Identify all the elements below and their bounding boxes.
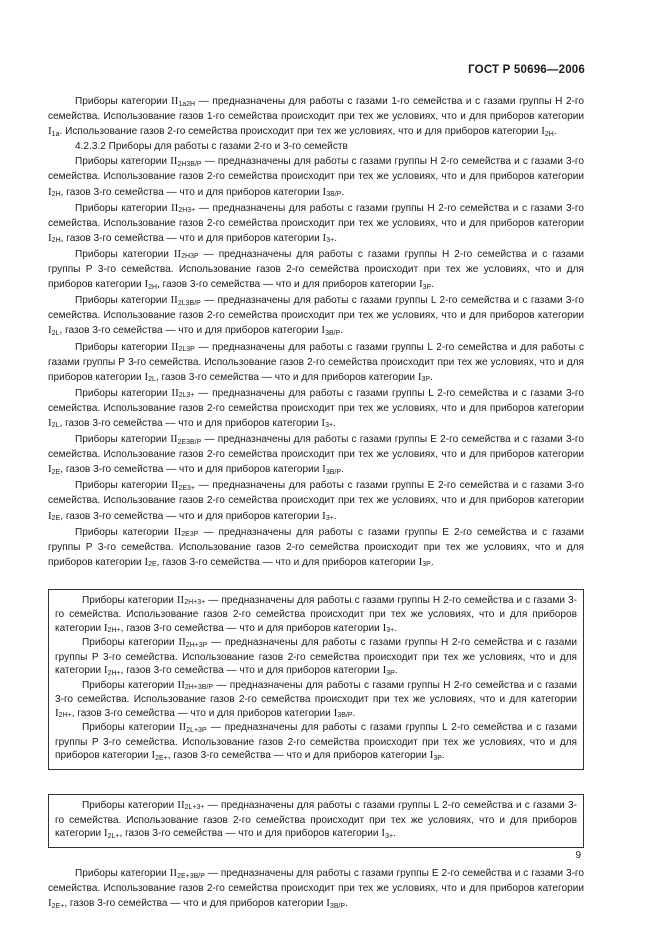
category-paragraph [48, 432, 584, 478]
category-symbol: II [171, 479, 179, 492]
category-subscript: 2H [148, 283, 158, 291]
category-subscript: 2L3P [178, 346, 195, 353]
category-symbol: I [48, 509, 52, 522]
category-symbol: II [178, 636, 186, 649]
section-heading: 4.2.3.2 Приборы для работы с газами 2-го и 3-го семейств [75, 141, 348, 153]
category-subscript: 2H+ [107, 627, 121, 635]
text-part: , газов 3-го семейства — что и для приборов категории [120, 622, 383, 634]
text-part: , газов 3-го семейства — что и для приборов категории [59, 417, 322, 429]
category-symbol: II [178, 721, 187, 734]
category-symbol: II [171, 201, 179, 214]
text-part: Приборы категории [75, 387, 172, 399]
text-part: . [394, 622, 398, 634]
category-symbol: I [48, 897, 52, 910]
category-paragraph [55, 594, 577, 637]
category-subscript: 3+ [385, 832, 394, 840]
text-part: — предназначены для работы с газами группы Н 2-го семейства и с газами 3-го семейства. Использование газов 2-го семейства происходит при тех же условиях, что и для категории [55, 679, 578, 706]
category-paragraph [48, 340, 584, 386]
text-part: . [340, 325, 344, 337]
text-part: , газов 3-го семейства — что и для приборов категории [60, 510, 323, 522]
category-subscript: 2H+ [58, 712, 72, 720]
text-part: , газов 3-го семейства — что и для приборов категории [155, 371, 418, 383]
text-part: — предназначены для работы с газами группы Е 2-го семейства и с газами 3-го семейства. Использование газов 2-го семейства происходит при тех же условиях, что и для приборов категории [48, 434, 584, 461]
category-subscript: 2H+3P [185, 641, 208, 649]
category-subscript: 2L3+ [178, 392, 195, 400]
category-symbol: I [322, 463, 326, 476]
category-symbol: I [322, 185, 327, 198]
category-paragraph [48, 247, 584, 293]
text-part: — предназначены для работы с газами группы L 2-го семейства и с газами 3-го семейства. Использование газов 2-го семейства происходит при тех же условиях, что и для приборов категории [48, 387, 584, 414]
category-symbol: I [322, 231, 327, 244]
category-subscript: 2H [544, 130, 554, 138]
text-part: , газов 3-го семейства — что и для приборов категории [119, 828, 382, 840]
category-symbol: I [103, 827, 108, 840]
category-subscript: 2H [51, 237, 61, 245]
category-symbol: I [382, 664, 387, 677]
category-subscript: 2E3P [181, 531, 199, 539]
text-part: — предназначены для работы с газами группы Н 2-го семейства и с газами 3-го семейства. Использование газов 2-го семейства происходит при тех же условиях, что и для приборов категории [55, 594, 577, 634]
text-part: Приборы категории [75, 526, 174, 538]
category-paragraph [48, 866, 584, 912]
text-part: . [333, 417, 336, 429]
text-part: Приборы категории [75, 341, 172, 353]
text-part: . Использование газов 2-го семейства происходит при тех же условиях, что и для приборов категории [59, 126, 542, 138]
category-subscript: 3+ [386, 627, 395, 635]
category-symbol: I [48, 324, 52, 337]
boxed-amendment-2 [48, 794, 584, 848]
category-subscript: 3B/P [337, 712, 353, 720]
text-part: Приборы категории [82, 722, 179, 734]
category-symbol: I [48, 125, 52, 138]
text-part: Приборы категории [75, 248, 174, 260]
text-part: Приборы категории [82, 637, 179, 649]
category-paragraph [48, 94, 584, 140]
category-subscript: 2H+3+ [184, 599, 206, 607]
text-part: Приборы категории [75, 295, 171, 307]
text-part: , газов 3-го семейства — что и для приборов категории [71, 707, 334, 719]
category-symbol: II [170, 294, 178, 307]
category-symbol: I [144, 278, 149, 291]
category-subscript: 3B/P [325, 329, 341, 337]
category-symbol: II [169, 867, 178, 880]
category-symbol: I [321, 416, 326, 429]
category-paragraph [48, 201, 584, 247]
category-subscript: 2L+3P [186, 726, 207, 734]
category-paragraph [55, 799, 577, 842]
main-paragraphs [48, 94, 584, 571]
category-subscript: 2L [51, 422, 60, 430]
category-paragraph [48, 525, 584, 571]
category-subscript: 2E3B/P [177, 438, 202, 446]
category-symbol: I [321, 324, 326, 337]
category-subscript: 2H+ [107, 669, 121, 677]
category-symbol: II [170, 155, 178, 168]
text-part: Приборы категории [75, 480, 172, 492]
text-part: , газов 3-го семейства — что и для приборов категории [167, 750, 430, 762]
category-symbol: I [541, 125, 545, 138]
category-subscript: 2E+ [155, 754, 168, 762]
text-part: — предназначены для работы с газами группы Н 2-го семейства и с газами группы Р 3-го семейства. Использование газов 2-го семейства происходит при тех же условиях, что и для приборов категории [48, 248, 585, 291]
category-subscript: 2E+3B/P [177, 872, 205, 880]
text-part: Приборы категории [75, 434, 171, 446]
category-subscript: 1a2H [178, 100, 196, 108]
page-content [48, 94, 584, 912]
text-part: . [345, 898, 348, 910]
document-code: ГОСТ Р 50696—2006 [468, 64, 585, 76]
category-symbol: II [171, 95, 179, 107]
category-symbol: I [381, 827, 386, 840]
text-part: Приборы категории [82, 679, 178, 691]
category-subscript: 3P [422, 561, 431, 569]
category-symbol: I [382, 621, 387, 634]
category-subscript: 2L+ [107, 832, 120, 840]
category-subscript: 2E3+ [178, 484, 196, 492]
category-symbol: II [171, 340, 179, 353]
text-part: — предназначены для работы с газами группы Н 2-го семейства и с газами группы Р 3-го семейства. Использование газов 2-го семейства происходит при тех же условиях, что и для категории [55, 637, 577, 677]
text-part: . [430, 556, 434, 568]
text-part: , газов 3-го семейства — что и для приборов категории [60, 186, 323, 198]
category-symbol: I [418, 278, 423, 291]
text-part: — предназначены для работы с газами группы Н 2-го семейства и с газами 3-го семейства. Использование газов 2-го семейства происходит при тех же условиях, что и для приборов категории [48, 156, 584, 183]
text-part: Приборы категории [75, 868, 170, 880]
category-symbol: I [322, 509, 326, 522]
category-subscript: 2H [51, 191, 61, 199]
text-part: — предназначены для работы с газами группы L 2-го семейства и для работы с газами группы Р 3-го семейства. Использование газов 2-го семейства происходит при тех же условиях, что и для приборов категории [48, 341, 585, 383]
category-symbol: II [170, 433, 178, 446]
text-part: — предназначены для работы с газами группы L 2-го семейства и с газами 3-го семейства. Использование газов 2-го семейства происходит при тех же условиях, что и для приборов категории [48, 295, 584, 322]
category-subscript: 3P [433, 754, 442, 762]
category-symbol: I [48, 185, 52, 198]
text-part: — предназначены для работы с газами группы Е 2-го семейства и с газами 3-го семейства. Использование газов 2-го семейства происходит при тех же условиях, что и для приборов категории [48, 868, 585, 895]
text-part: Приборы категории [75, 156, 171, 168]
category-subscript: 2E+ [51, 902, 65, 910]
category-subscript: 1a [51, 130, 60, 138]
text-part: , газов 3-го семейства — что и для приборов категории [156, 556, 419, 568]
category-subscript: 2L [148, 376, 156, 384]
text-part: , газов 3-го семейства — что и для приборов категории [60, 464, 323, 476]
category-paragraph [55, 636, 577, 679]
text-part: . [333, 510, 337, 522]
text-part: , газов 3-го семейства — что и для приборов категории [157, 279, 419, 291]
category-symbol: I [103, 664, 108, 677]
text-part: . [334, 232, 338, 244]
category-symbol: I [417, 370, 422, 383]
text-part: . [393, 828, 396, 840]
category-symbol: II [177, 678, 185, 691]
page-number: 9 [575, 850, 581, 861]
boxed-amendment-1 [48, 589, 584, 770]
category-subscript: 3B/P [329, 902, 346, 910]
text-part: — предназначены для работы с газами группы L 2-го семейства и с газами 3-го семейства. Использование газов 2-го семейства происходит при тех же условиях, что и для приборов категории [55, 799, 577, 840]
category-subscript: 3B/P [326, 191, 342, 199]
category-subscript: 2H3+ [178, 207, 196, 215]
category-symbol: I [103, 621, 108, 634]
text-part: , газов 3-го семейства — что и для приборов категории [64, 898, 327, 910]
category-symbol: I [144, 555, 149, 568]
text-part: . [431, 279, 435, 291]
text-part: , газов 3-го семейства — что и для приборов категории [59, 325, 322, 337]
category-subscript: 3+ [326, 237, 335, 245]
text-part: Приборы категории [82, 594, 177, 606]
category-paragraph [48, 478, 584, 524]
text-part: . [553, 126, 557, 138]
category-symbol: I [48, 231, 52, 244]
category-symbol: II [173, 525, 182, 538]
text-part: . [341, 464, 344, 476]
category-symbol: I [326, 897, 330, 910]
text-part: , газов 3-го семейства — что и для приборов категории [60, 232, 323, 244]
category-subscript: 2E [51, 468, 61, 476]
category-subscript: 2L+3+ [184, 804, 205, 812]
text-part: — предназначены для работы с газами группы Н 2-го семейства и с газами 3-го семейства. Использование газов 2-го семейства происходит при тех же условиях, что и для приборов категории [48, 202, 584, 229]
category-symbol: II [177, 798, 185, 811]
category-subscript: 3B/P [325, 468, 342, 476]
text-part: . [341, 186, 345, 198]
text-part: , газов 3-го семейства — что и для приборов категории [120, 665, 383, 677]
text-part: . [441, 750, 445, 762]
category-symbol: II [173, 247, 182, 260]
category-symbol: I [429, 749, 434, 762]
category-subscript: 2H3B/P [177, 160, 202, 168]
category-subscript: 2E [148, 561, 157, 569]
category-symbol: II [176, 593, 185, 606]
category-symbol: II [171, 386, 179, 399]
text-part: Приборы категории [75, 96, 172, 107]
category-paragraph [48, 293, 584, 339]
category-symbol: I [55, 706, 59, 719]
category-subscript: 3+ [325, 422, 334, 430]
category-subscript: 3P [422, 283, 432, 291]
category-paragraph [55, 679, 577, 722]
final-paragraphs [48, 866, 584, 912]
category-subscript: 2H+3B/P [184, 684, 214, 692]
text-part: Приборы категории [75, 202, 172, 214]
text-part: . [394, 665, 398, 677]
text-part: — предназначены для работы с газами группы L 2-го семейства и с газами группы Р 3-го семейства. Использование газов 2-го семейства происходит при тех же условиях, что и для приборов категории [55, 722, 577, 762]
text-part: — предназначены для работы с газами 1-го семейства и с газами группы Н 2-го семейства. Использование газов 1-го семейства происходит при тех же условиях, что и для приборов категории [48, 96, 584, 123]
text-part: — предназначены для работы с газами группы Е 2-го семейства и с газами группы Р 3-го семейства. Использование газов 2-го семейства происходит при тех же условиях, что и для приборов категории [48, 526, 584, 568]
category-paragraph [48, 154, 584, 200]
category-symbol: I [48, 416, 52, 429]
text-part: Приборы категории [82, 799, 178, 811]
category-symbol: I [48, 463, 52, 476]
category-symbol: I [144, 370, 149, 383]
text-part: — предназначены для работы с газами группы Е 2-го семейства и с газами 3-го семейства. Использование газов 2-го семейства происходит при тех же условиях, что и для приборов категории [48, 480, 585, 507]
category-symbol: I [418, 555, 423, 568]
text-part: . [352, 707, 356, 719]
category-subscript: 2E [51, 515, 61, 523]
text-part: . [430, 371, 433, 383]
category-subscript: 3+ [325, 515, 334, 523]
category-symbol: I [333, 706, 338, 719]
category-paragraph [55, 721, 577, 764]
category-subscript: 2L [51, 329, 60, 337]
category-symbol: I [151, 749, 156, 762]
category-subscript: 2L3B/P [177, 299, 201, 307]
category-subscript: 3P [386, 669, 395, 677]
category-paragraph [48, 386, 584, 432]
category-subscript: 2H3P [181, 253, 199, 261]
category-subscript: 3P [421, 376, 431, 384]
